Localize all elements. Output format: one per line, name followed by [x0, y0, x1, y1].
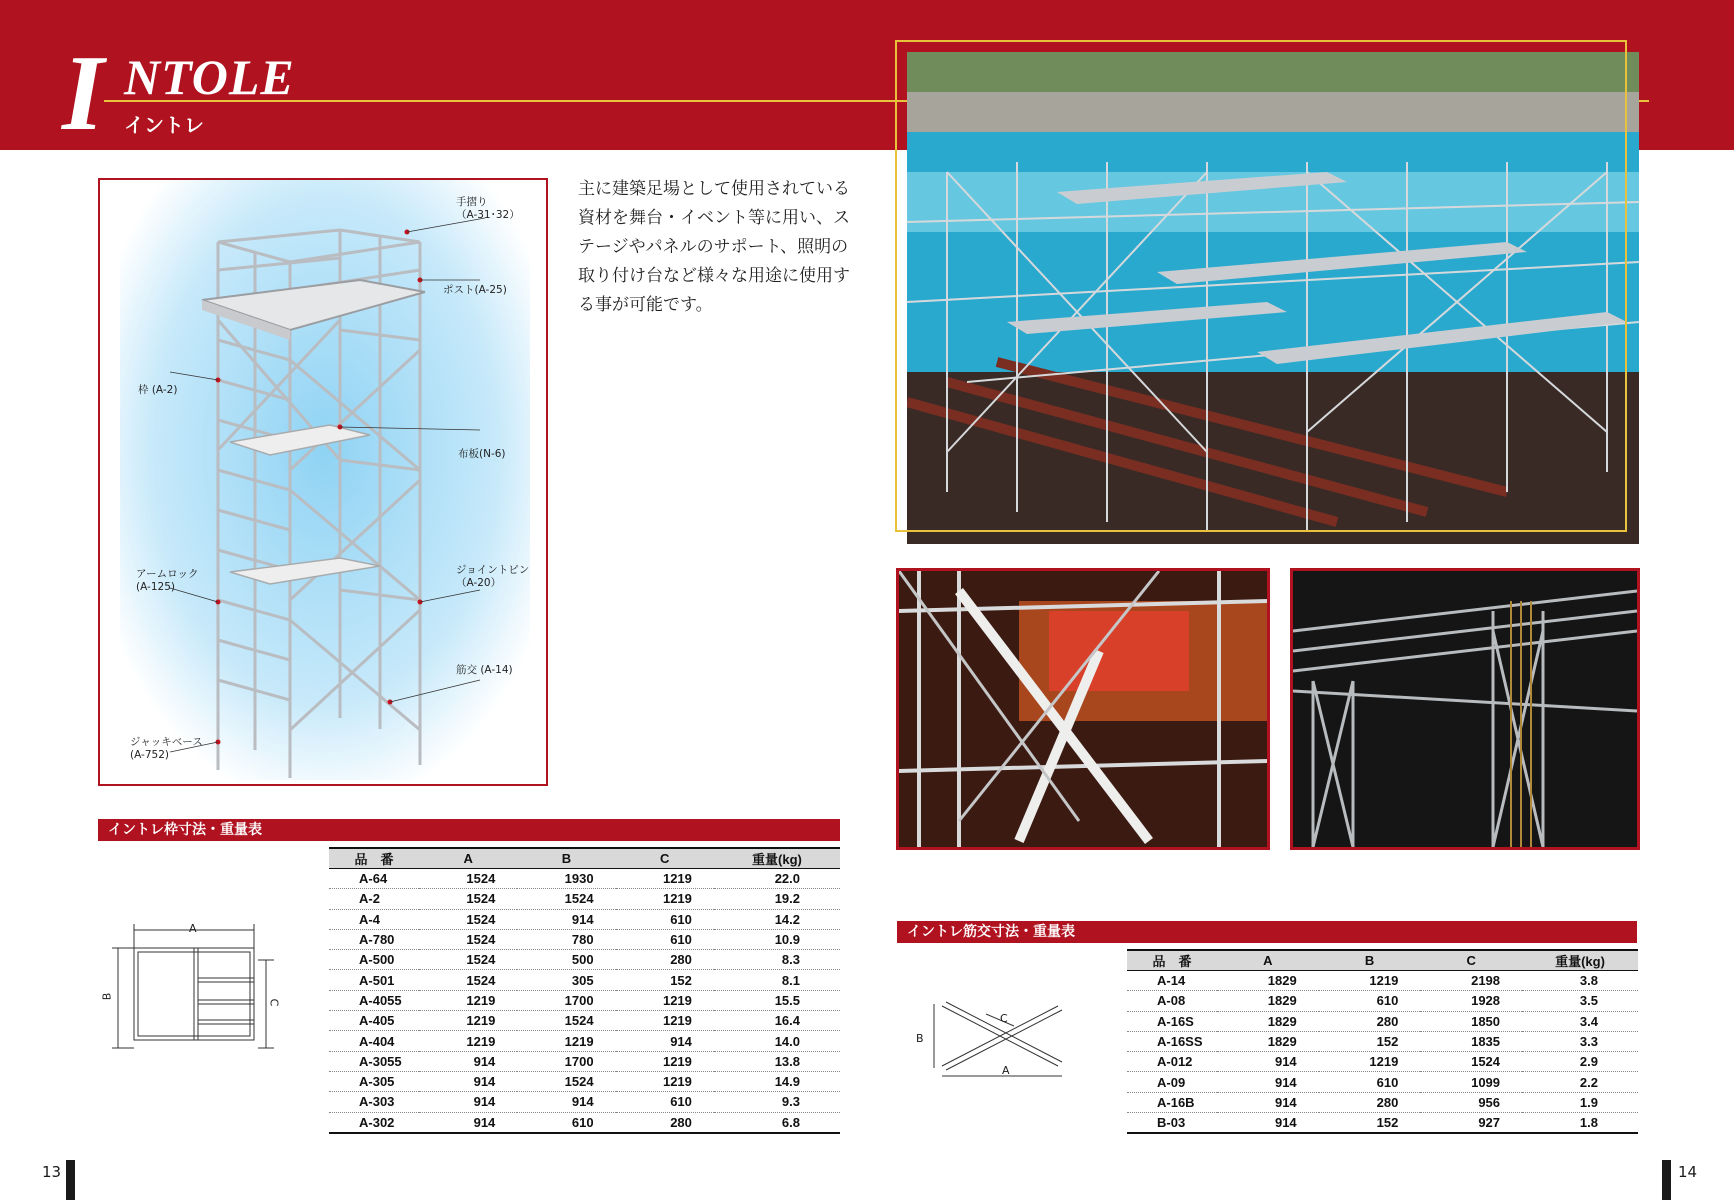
frame-cell-weight: 22.0	[714, 869, 840, 889]
frame-cell-weight: 13.8	[714, 1051, 840, 1071]
brace-cell-code: A-08	[1127, 991, 1217, 1011]
frame-col-weight: 重量(kg)	[714, 848, 840, 869]
brace-cell-weight: 1.8	[1522, 1113, 1638, 1134]
brace-cell-b: 1219	[1319, 1052, 1421, 1072]
frame-cell-weight: 14.0	[714, 1031, 840, 1051]
frame-cell-weight: 10.9	[714, 929, 840, 949]
callout-jackbase	[130, 736, 203, 762]
brace-table-header-row	[1127, 950, 1638, 971]
table-row	[329, 889, 840, 909]
frame-cell-c: 152	[616, 970, 714, 990]
table-row	[1127, 1072, 1638, 1092]
frame-cell-code: A-500	[329, 950, 419, 970]
frame-cell-a: 914	[419, 1112, 517, 1133]
callout-handrail-line2: （A-31･32）	[456, 209, 520, 221]
frame-cell-c: 610	[616, 1092, 714, 1112]
frame-cell-b: 1524	[517, 1071, 615, 1091]
brace-dim-label-b: B	[916, 1032, 924, 1045]
brace-cell-c: 1835	[1420, 1031, 1522, 1051]
callout-post: ポスト(A-25)	[443, 284, 507, 296]
frame-cell-weight: 8.3	[714, 950, 840, 970]
frame-cell-b: 914	[517, 1092, 615, 1112]
table-row	[329, 970, 840, 990]
frame-col-c: C	[616, 848, 714, 869]
scaffold-illustration	[100, 180, 546, 784]
frame-dimension-diagram	[100, 920, 281, 1054]
frame-cell-code: A-305	[329, 1071, 419, 1091]
brace-cell-a: 914	[1217, 1072, 1319, 1092]
brace-cell-code: A-012	[1127, 1052, 1217, 1072]
frame-cell-b: 1700	[517, 990, 615, 1010]
frame-dim-label-c: C	[267, 998, 281, 1007]
frame-cell-c: 610	[616, 909, 714, 929]
stage-stairs-image	[899, 571, 1267, 847]
frame-cell-a: 1524	[419, 929, 517, 949]
frame-cell-b: 1930	[517, 869, 615, 889]
frame-cell-a: 914	[419, 1051, 517, 1071]
brace-spec-table	[1127, 949, 1638, 1134]
frame-cell-b: 1700	[517, 1051, 615, 1071]
frame-dim-label-b: B	[100, 992, 114, 1001]
frame-cell-b: 305	[517, 970, 615, 990]
frame-cell-code: A-3055	[329, 1051, 419, 1071]
table-row	[329, 869, 840, 889]
brace-cell-code: A-16SS	[1127, 1031, 1217, 1051]
page-marker-left	[66, 1160, 75, 1200]
brace-cell-a: 1829	[1217, 1031, 1319, 1051]
brace-cell-weight: 3.8	[1522, 971, 1638, 991]
table-row	[329, 1092, 840, 1112]
brace-cell-c: 2198	[1420, 971, 1522, 991]
frame-cell-weight: 16.4	[714, 1011, 840, 1031]
lighting-truss-image	[1293, 571, 1637, 847]
brace-table-heading: イントレ筋交寸法・重量表	[897, 921, 1637, 943]
frame-dimension-drawing	[108, 920, 281, 1050]
frame-cell-code: A-303	[329, 1092, 419, 1112]
brace-cell-weight: 3.3	[1522, 1031, 1638, 1051]
brace-cell-weight: 3.5	[1522, 991, 1638, 1011]
frame-cell-code: A-64	[329, 869, 419, 889]
frame-cell-a: 1219	[419, 1011, 517, 1031]
frame-cell-c: 1219	[616, 1071, 714, 1091]
brace-col-a: A	[1217, 950, 1319, 971]
brace-cell-b: 610	[1319, 991, 1421, 1011]
brace-cell-code: A-16B	[1127, 1092, 1217, 1112]
brace-dim-label-c: C	[1000, 1012, 1008, 1025]
frame-cell-a: 1524	[419, 909, 517, 929]
brace-cell-a: 1829	[1217, 991, 1319, 1011]
brace-cell-a: 914	[1217, 1113, 1319, 1134]
brace-cell-c: 927	[1420, 1113, 1522, 1134]
brace-cell-c: 1099	[1420, 1072, 1522, 1092]
logo-initial: I	[62, 34, 105, 153]
brace-cell-code: A-14	[1127, 971, 1217, 991]
frame-cell-c: 914	[616, 1031, 714, 1051]
frame-dim-label-a: A	[189, 922, 197, 935]
frame-cell-a: 1219	[419, 1031, 517, 1051]
frame-col-code: 品 番	[329, 848, 419, 869]
frame-cell-weight: 14.2	[714, 909, 840, 929]
frame-cell-c: 1219	[616, 889, 714, 909]
frame-cell-code: A-501	[329, 970, 419, 990]
frame-col-a: A	[419, 848, 517, 869]
frame-cell-code: A-302	[329, 1112, 419, 1133]
frame-cell-weight: 14.9	[714, 1071, 840, 1091]
frame-cell-weight: 15.5	[714, 990, 840, 1010]
frame-cell-b: 780	[517, 929, 615, 949]
brace-cell-weight: 1.9	[1522, 1092, 1638, 1112]
frame-table-heading: イントレ枠寸法・重量表	[98, 819, 840, 841]
frame-cell-b: 914	[517, 909, 615, 929]
brace-cell-b: 280	[1319, 1011, 1421, 1031]
frame-cell-a: 914	[419, 1071, 517, 1091]
frame-cell-b: 500	[517, 950, 615, 970]
table-row	[329, 1112, 840, 1133]
frame-spec-table	[329, 847, 840, 1134]
frame-cell-b: 1219	[517, 1031, 615, 1051]
table-row	[1127, 971, 1638, 991]
frame-cell-c: 280	[616, 1112, 714, 1133]
table-row	[1127, 991, 1638, 1011]
frame-cell-code: A-404	[329, 1031, 419, 1051]
scaffold-diagram	[98, 178, 548, 786]
frame-cell-code: A-2	[329, 889, 419, 909]
callout-armlock-line2: (A-125)	[136, 581, 175, 593]
brace-col-code: 品 番	[1127, 950, 1217, 971]
frame-cell-weight: 9.3	[714, 1092, 840, 1112]
brace-cell-weight: 3.4	[1522, 1011, 1638, 1031]
brace-cell-c: 956	[1420, 1092, 1522, 1112]
frame-cell-code: A-780	[329, 929, 419, 949]
brace-cell-weight: 2.2	[1522, 1072, 1638, 1092]
frame-cell-c: 1219	[616, 1011, 714, 1031]
logo-kana: イントレ	[124, 113, 204, 137]
brace-cell-b: 280	[1319, 1092, 1421, 1112]
frame-cell-b: 1524	[517, 889, 615, 909]
table-row	[329, 929, 840, 949]
table-row	[1127, 1011, 1638, 1031]
brace-cell-b: 152	[1319, 1113, 1421, 1134]
brace-cell-weight: 2.9	[1522, 1052, 1638, 1072]
brace-cell-a: 914	[1217, 1052, 1319, 1072]
brace-cell-a: 1829	[1217, 971, 1319, 991]
table-row	[329, 990, 840, 1010]
frame-cell-a: 1524	[419, 869, 517, 889]
frame-cell-c: 1219	[616, 869, 714, 889]
callout-handrail	[456, 196, 520, 222]
frame-cell-c: 1219	[616, 1051, 714, 1071]
table-row	[329, 1011, 840, 1031]
brace-cell-code: A-09	[1127, 1072, 1217, 1092]
table-row	[1127, 1092, 1638, 1112]
table-row	[329, 1031, 840, 1051]
frame-cell-weight: 6.8	[714, 1112, 840, 1133]
brace-cell-code: A-16S	[1127, 1011, 1217, 1031]
table-row	[329, 1051, 840, 1071]
page-number-left: 13	[42, 1163, 62, 1181]
table-row	[1127, 1113, 1638, 1134]
frame-cell-code: A-4	[329, 909, 419, 929]
brace-cell-a: 1829	[1217, 1011, 1319, 1031]
brace-dim-label-a: A	[1002, 1064, 1010, 1077]
callout-armlock-line1: アームロック	[136, 568, 199, 580]
callout-jointpin-line1: ジョイントピン	[456, 564, 530, 576]
product-description: 主に建築足場として使用されている資材を舞台・イベント等に用い、ステージやパネルのサポート、照明の取り付け台など様々な用途に使用する事が可能です。	[578, 179, 850, 315]
callout-handrail-line1: 手摺り	[456, 196, 488, 208]
photo-stage-stairs	[896, 568, 1270, 850]
frame-cell-c: 1219	[616, 990, 714, 1010]
frame-cell-a: 1524	[419, 889, 517, 909]
frame-cell-a: 1524	[419, 950, 517, 970]
frame-cell-b: 610	[517, 1112, 615, 1133]
frame-cell-code: A-4055	[329, 990, 419, 1010]
brace-col-weight: 重量(kg)	[1522, 950, 1638, 971]
frame-cell-code: A-405	[329, 1011, 419, 1031]
frame-cell-a: 914	[419, 1092, 517, 1112]
brace-col-b: B	[1319, 950, 1421, 971]
table-row	[329, 950, 840, 970]
table-row	[1127, 1031, 1638, 1051]
brace-cell-b: 610	[1319, 1072, 1421, 1092]
logo-title: NTOLE	[124, 49, 295, 105]
frame-cell-c: 280	[616, 950, 714, 970]
callout-jointpin-line2: （A-20）	[456, 577, 502, 589]
frame-cell-c: 610	[616, 929, 714, 949]
frame-cell-a: 1524	[419, 970, 517, 990]
page-number-right: 14	[1678, 1163, 1698, 1181]
photo-frame-rule	[895, 40, 1627, 532]
brace-cell-c: 1928	[1420, 991, 1522, 1011]
page-marker-right	[1662, 1160, 1671, 1200]
callout-plank: 布板(N-6)	[458, 448, 506, 460]
callout-jackbase-line1: ジャッキベース	[130, 736, 203, 748]
table-row	[1127, 1052, 1638, 1072]
frame-cell-a: 1219	[419, 990, 517, 1010]
callout-jointpin	[456, 564, 529, 590]
brace-cell-a: 914	[1217, 1092, 1319, 1112]
brace-cell-b: 1219	[1319, 971, 1421, 991]
brace-cell-c: 1524	[1420, 1052, 1522, 1072]
brace-cell-c: 1850	[1420, 1011, 1522, 1031]
frame-cell-weight: 8.1	[714, 970, 840, 990]
callout-brace: 筋交 (A-14)	[456, 664, 513, 676]
table-row	[329, 909, 840, 929]
frame-col-b: B	[517, 848, 615, 869]
frame-table-header-row	[329, 848, 840, 869]
callout-jackbase-line2: (A-752)	[130, 749, 169, 761]
brace-cell-code: B-03	[1127, 1113, 1217, 1134]
callout-frame: 枠 (A-2)	[138, 384, 178, 396]
frame-cell-b: 1524	[517, 1011, 615, 1031]
brace-dimension-diagram	[916, 996, 1080, 1090]
brace-col-c: C	[1420, 950, 1522, 971]
callout-armlock	[136, 568, 198, 594]
brace-cell-b: 152	[1319, 1031, 1421, 1051]
photo-lighting-truss	[1290, 568, 1640, 850]
frame-cell-weight: 19.2	[714, 889, 840, 909]
table-row	[329, 1071, 840, 1091]
